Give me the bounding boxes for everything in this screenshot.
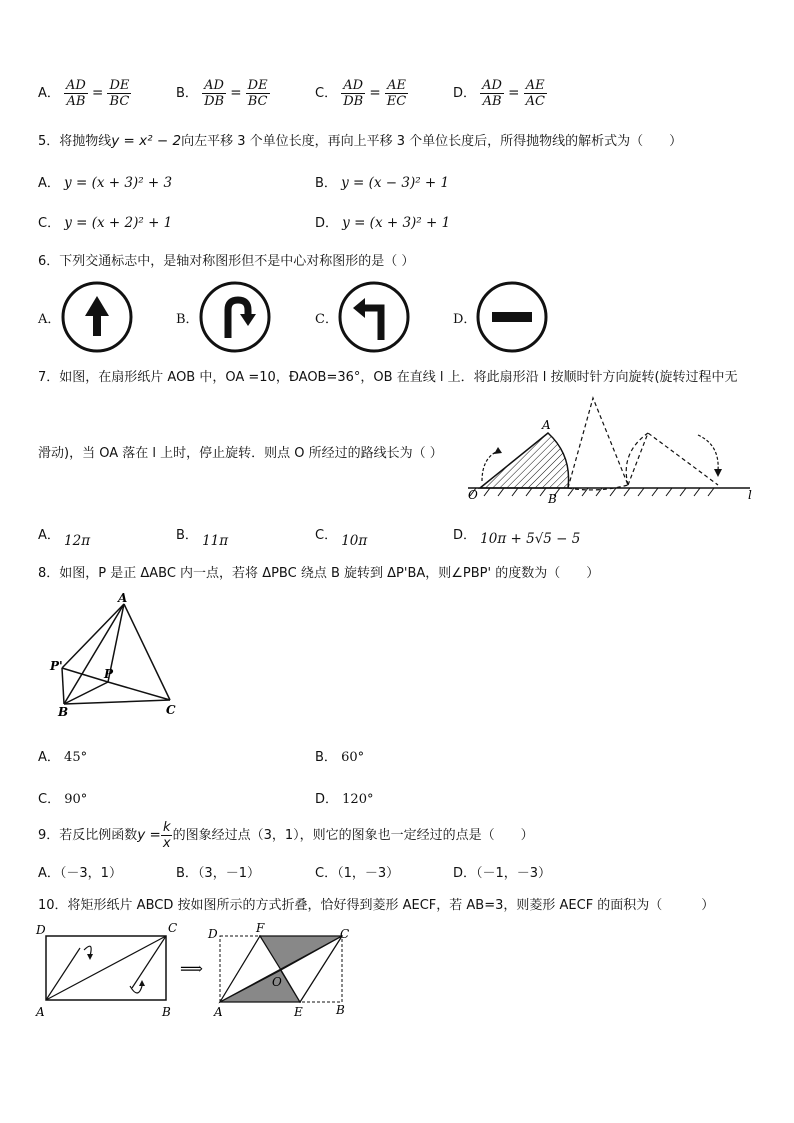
q8-option-a[interactable]	[38, 746, 87, 765]
transform-arrow: ⟹	[180, 959, 203, 978]
fraction	[246, 78, 270, 109]
diagonal-ac	[46, 936, 166, 1000]
ground-hatch	[470, 488, 714, 496]
option-label: A．	[38, 86, 60, 101]
label-p: P	[104, 667, 114, 681]
q9-option-c[interactable]	[315, 862, 399, 881]
numerator: AD	[482, 78, 502, 93]
fig1-label-b: B	[162, 1005, 171, 1019]
fig2-label-a: A	[214, 1005, 223, 1019]
option-label: C．	[315, 866, 338, 881]
option-expr: y = (x + 3)² + 3	[64, 175, 173, 191]
q9-fraction	[161, 820, 173, 851]
denominator: BC	[247, 94, 268, 109]
option-label: B．	[176, 528, 198, 543]
q8-stem: 8．如图，P 是正 ΔABC 内一点，若将 ΔPBC 绕点 B 旋转到 ΔP'BA，则∠PBP' 的度数为（ ）	[38, 566, 600, 581]
option-label: D．	[453, 866, 477, 881]
sign-no-entry-icon[interactable]	[475, 280, 549, 354]
numerator: k	[162, 820, 171, 835]
option-value: 45°	[64, 750, 88, 765]
fraction	[107, 78, 131, 109]
q5-option-a[interactable]	[38, 172, 172, 191]
sector-oab	[480, 433, 569, 488]
option-label: A．	[38, 176, 60, 191]
option-value: 10π + 5√5 − 5	[480, 531, 581, 547]
option-label: B．	[176, 86, 198, 101]
denominator: x	[162, 836, 171, 851]
denominator: DB	[343, 94, 364, 109]
option-label: C．	[38, 792, 61, 807]
numerator: AD	[66, 78, 86, 93]
q5-prefix: 5．将抛物线	[38, 134, 112, 149]
label-c: C	[166, 703, 176, 717]
rotation-arrow-2	[698, 435, 718, 471]
label-a: A	[542, 418, 551, 432]
q4-option-d[interactable]	[453, 78, 547, 109]
fig2-label-e: E	[294, 1005, 303, 1019]
numerator: AD	[204, 78, 224, 93]
denominator: DB	[204, 94, 225, 109]
fig2-label-f: F	[256, 921, 265, 935]
q5-function: y = x² − 2	[111, 133, 182, 149]
fraction	[64, 78, 88, 109]
option-label: A．	[38, 866, 60, 881]
q7-sector-rotation-figure	[460, 393, 760, 505]
option-value: 10π	[341, 533, 368, 549]
numerator: AD	[343, 78, 364, 93]
option-label: C．	[315, 528, 338, 543]
option-label: A．	[38, 750, 60, 765]
fraction	[385, 78, 408, 109]
q4-option-a[interactable]	[38, 78, 131, 109]
option-label: C．	[315, 86, 338, 101]
option-label: D．	[315, 216, 339, 231]
fraction	[341, 78, 365, 109]
q9-suffix: 的图象经过点（3，1），则它的图象也一定经过的点是（ ）	[172, 828, 534, 843]
fig2-label-b: B	[336, 1003, 345, 1017]
option-label: D．	[453, 86, 477, 101]
fraction	[202, 78, 226, 109]
numerator: DE	[247, 78, 268, 93]
label-p-prime: P'	[50, 659, 63, 673]
denominator: AB	[66, 94, 86, 109]
option-value: （3，－1）	[197, 866, 260, 881]
q7-stem-line1: 7．如图，在扇形纸片 AOB 中，OA =10，ÐAOB=36°，OB 在直线 l 上．将此扇形沿 l 按顺时针方向旋转(旋转过程中无	[38, 370, 738, 385]
q6-label-b: B．	[176, 312, 199, 327]
q9-stem	[38, 820, 534, 851]
q6-label-a: A．	[38, 312, 61, 327]
dashed-sector-3	[628, 433, 718, 485]
fold-arrow-2	[130, 986, 142, 993]
denominator: BC	[109, 94, 130, 109]
option-value: 12π	[64, 533, 91, 549]
option-value: 90°	[64, 792, 88, 807]
q5-option-c[interactable]	[38, 212, 172, 231]
q5-suffix: 向左平移 3 个单位长度，再向上平移 3 个单位长度后，所得抛物线的解析式为（ ）	[181, 134, 683, 149]
option-label: B．	[176, 866, 198, 881]
q4-option-b[interactable]	[176, 78, 270, 109]
option-label: D．	[453, 528, 477, 543]
fraction	[480, 78, 504, 109]
q8-option-d[interactable]	[315, 788, 373, 807]
q8-option-c[interactable]	[38, 788, 87, 807]
q8-option-b[interactable]	[315, 746, 364, 765]
q6-stem: 6．下列交通标志中，是轴对称图形但不是中心对称图形的是（ ）	[38, 254, 415, 269]
q9-option-d[interactable]	[453, 862, 551, 881]
q5-stem	[38, 130, 682, 149]
option-value: （－1，－3）	[476, 866, 552, 881]
option-label: A．	[38, 528, 60, 543]
option-expr: y = (x + 3)² + 1	[342, 215, 451, 231]
dashed-sector-2	[568, 398, 628, 488]
fig2-label-d: D	[208, 927, 218, 941]
q4-option-c[interactable]	[315, 78, 408, 109]
q5-option-d[interactable]	[315, 212, 450, 231]
q9-option-a[interactable]	[38, 862, 122, 881]
option-expr: y = (x + 2)² + 1	[64, 215, 173, 231]
fraction	[524, 78, 547, 109]
sign-u-turn-icon[interactable]	[198, 280, 272, 354]
q10-folding-figure	[34, 920, 354, 1022]
numerator: AE	[525, 78, 545, 93]
equals-sign: =	[508, 85, 520, 101]
numerator: AE	[387, 78, 406, 93]
fig1-label-d: D	[36, 923, 46, 937]
denominator: AB	[482, 94, 502, 109]
option-value: 11π	[202, 533, 229, 549]
label-l: l	[748, 488, 752, 502]
label-b: B	[548, 492, 557, 505]
equals-sign: =	[92, 85, 104, 101]
option-label: B．	[315, 750, 337, 765]
option-value: （1，－3）	[337, 866, 400, 881]
q9-option-b[interactable]	[176, 862, 260, 881]
fig1-label-a: A	[36, 1005, 45, 1019]
q7-stem-line2: 滑动)，当 OA 落在 l 上时，停止旋转．则点 O 所经过的路线长为（ ）	[38, 446, 443, 461]
sign-left-turn-icon[interactable]	[337, 280, 411, 354]
option-label: C．	[38, 216, 61, 231]
option-expr: y = (x − 3)² + 1	[341, 175, 450, 191]
numerator: DE	[109, 78, 130, 93]
denominator: AC	[525, 94, 545, 109]
q5-option-b[interactable]	[315, 172, 449, 191]
label-b: B	[58, 705, 69, 719]
option-value: 120°	[342, 792, 374, 807]
option-label: D．	[315, 792, 339, 807]
label-o: O	[468, 488, 478, 502]
sign-up-arrow-icon[interactable]	[60, 280, 134, 354]
q7-option-b[interactable]	[176, 524, 229, 549]
equals-sign: =	[369, 85, 381, 101]
denominator: EC	[386, 94, 407, 109]
label-a: A	[118, 592, 128, 605]
option-value: （－3，1）	[59, 866, 122, 881]
fig1-label-c: C	[168, 921, 178, 935]
q9-function-lhs: y =	[137, 827, 161, 843]
q7-option-d[interactable]	[453, 524, 581, 547]
fig2-label-c: C	[340, 927, 350, 941]
option-label: B．	[315, 176, 337, 191]
q7-option-c[interactable]	[315, 524, 368, 549]
q10-stem: 10．将矩形纸片 ABCD 按如图所示的方式折叠，恰好得到菱形 AECF，若 AB=3，则菱形 AECF 的面积为（ ）	[38, 898, 715, 913]
option-value: 60°	[341, 750, 365, 765]
equals-sign: =	[230, 85, 242, 101]
fig2-label-o: O	[272, 975, 282, 989]
q6-label-d: D．	[453, 312, 477, 327]
q7-option-a[interactable]	[38, 524, 91, 549]
q8-triangle-figure	[44, 592, 194, 722]
q6-label-c: C．	[315, 312, 338, 327]
q9-prefix: 9．若反比例函数	[38, 828, 138, 843]
